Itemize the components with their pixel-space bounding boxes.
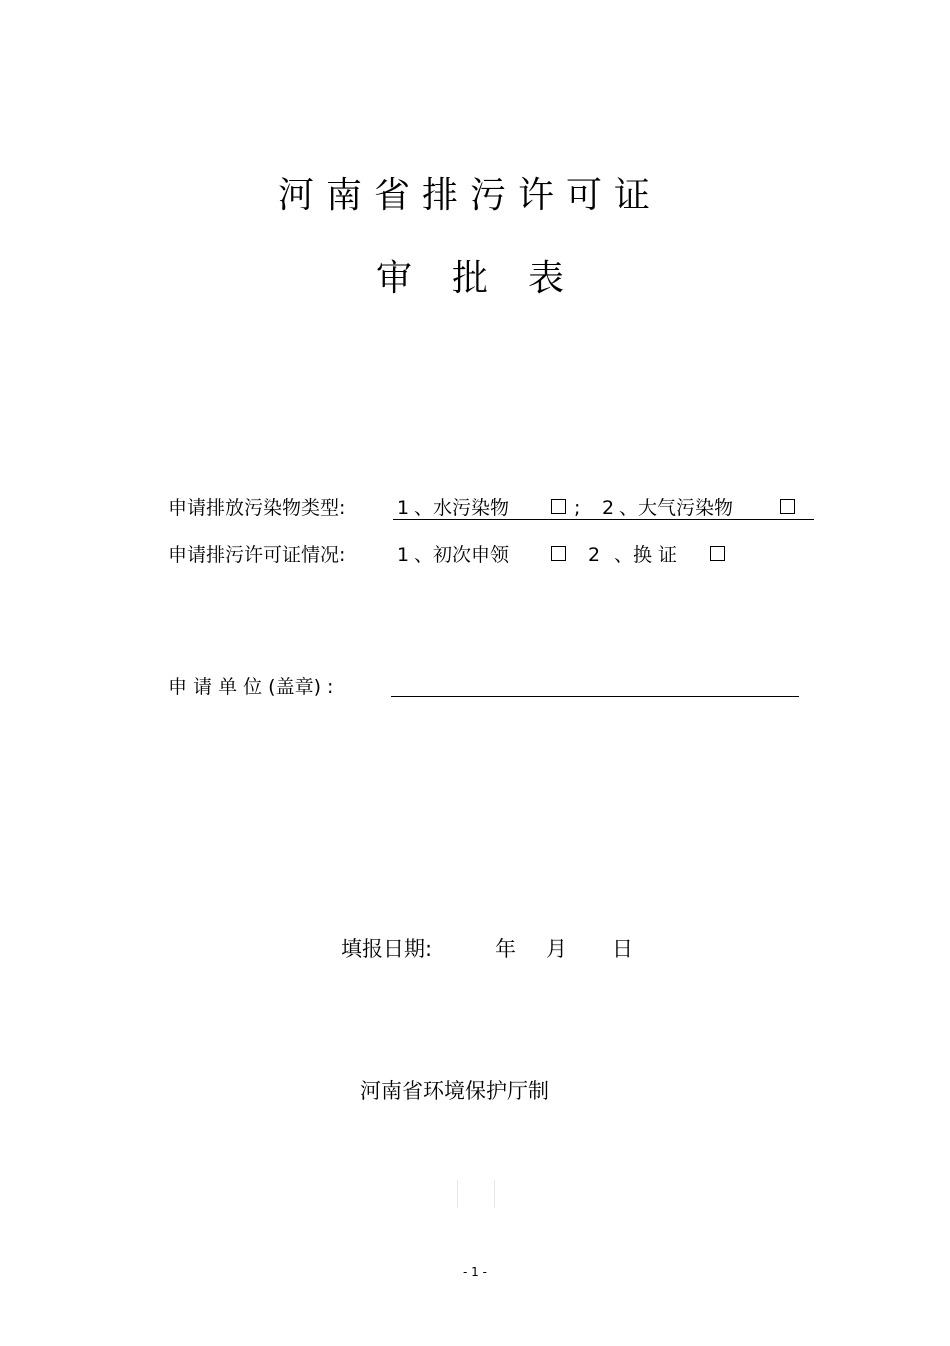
page-number: - 1 - xyxy=(463,1265,487,1279)
faint-scan-mark-left xyxy=(457,1180,458,1208)
water-pollutant-checkbox[interactable] xyxy=(551,499,566,514)
permit-option1-text: 、初次申领 xyxy=(414,544,510,566)
permit-option1-number: 1 xyxy=(397,544,410,566)
air-pollutant-checkbox[interactable] xyxy=(780,499,795,514)
permit-option2-text: 、换 证 xyxy=(614,544,678,566)
date-day-label: 日 xyxy=(612,937,633,961)
document-subtitle: 审批表 xyxy=(375,258,604,299)
applicant-label: 申 请 单 位 (盖章) : xyxy=(168,676,334,698)
document-title: 河南省排污许可证 xyxy=(277,175,662,216)
pollutant-option1-number: 1 xyxy=(397,497,410,519)
first-application-checkbox[interactable] xyxy=(551,546,566,561)
issuer: 河南省环境保护厅制 xyxy=(360,1079,549,1103)
pollutant-type-underline xyxy=(393,519,814,520)
pollutant-option2-number: 2 xyxy=(602,497,615,519)
renewal-checkbox[interactable] xyxy=(710,546,725,561)
permit-option2-number: 2 xyxy=(588,544,601,566)
date-year-label: 年 xyxy=(495,937,516,961)
pollutant-option1-text: 、水污染物 xyxy=(414,497,510,519)
applicant-underline xyxy=(391,696,799,697)
date-month-label: 月 xyxy=(546,937,567,961)
pollutant-separator: ; xyxy=(574,497,581,519)
permit-status-label: 申请排污许可证情况: xyxy=(168,544,346,566)
pollutant-option2-text: 、大气污染物 xyxy=(619,497,734,519)
pollutant-type-label: 申请排放污染物类型: xyxy=(168,497,346,519)
faint-scan-mark-right xyxy=(494,1180,495,1208)
report-date-label: 填报日期: xyxy=(341,937,433,961)
